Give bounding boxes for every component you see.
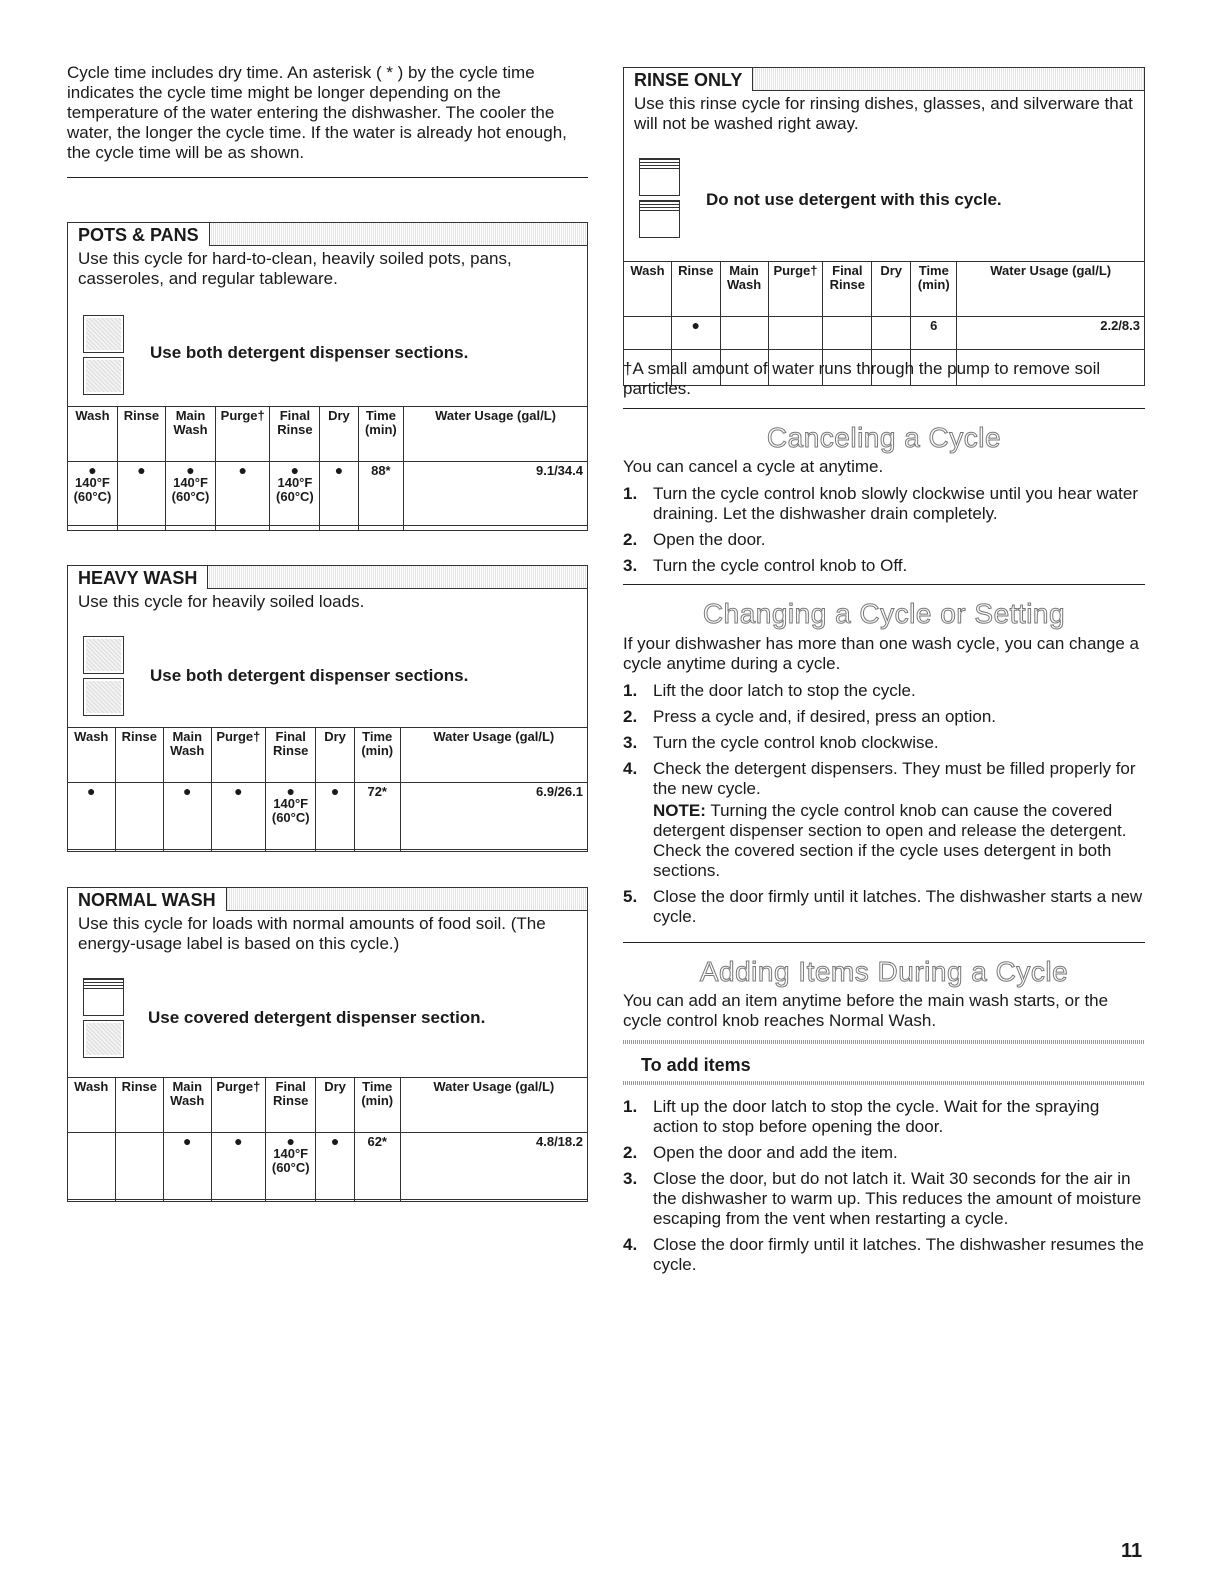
col-header: Wash xyxy=(68,728,116,783)
dot: ● xyxy=(88,462,97,478)
col-header: Water Usage (gal/L) xyxy=(957,262,1145,317)
canceling-intro: You can cancel a cycle at anytime. xyxy=(623,457,884,476)
cycle-header xyxy=(68,223,587,246)
col-header: Dry xyxy=(316,728,355,783)
dot: ● xyxy=(183,783,192,799)
divider xyxy=(623,584,1145,585)
cell-time: 72* xyxy=(354,783,400,852)
cycle-normal-wash xyxy=(67,887,588,1200)
col-header: Main Wash xyxy=(166,407,216,462)
cell-wash xyxy=(68,783,116,852)
col-header: Water Usage (gal/L) xyxy=(404,407,588,462)
list-item: 3. Turn the cycle control knob clockwise. xyxy=(623,733,939,752)
purge-footnote: †A small amount of water runs through the pump to remove soil particles. xyxy=(623,359,1101,398)
cycle-description: Use this cycle for hard-to-clean, heavily soiled pots, pans, casseroles, and regular tableware. xyxy=(78,249,512,288)
dispenser-instruction: Use both detergent dispenser sections. xyxy=(150,666,469,685)
col-header: Final Rinse xyxy=(823,262,872,317)
dot: ● xyxy=(87,783,96,799)
col-header: Water Usage (gal/L) xyxy=(400,728,587,783)
dot: ● xyxy=(234,783,243,799)
list-item: 1. Lift up the door latch to stop the cycle. Wait for the spraying action to stop before opening the door. xyxy=(623,1097,1100,1136)
cell-purge xyxy=(211,783,266,852)
col-header: Purge† xyxy=(211,728,266,783)
cell-purge xyxy=(211,1133,266,1202)
cycle-heavy-wash xyxy=(67,565,588,850)
cell-purge xyxy=(215,462,270,531)
temp: 140°F (60°C) xyxy=(171,475,210,504)
note: NOTE: Turning the cycle control knob can cause the covered detergent dispenser section to open and release the detergent. Check the covered section if the cycle uses detergent in both sections. xyxy=(653,801,1127,880)
divider xyxy=(623,1040,1145,1044)
cycle-title: NORMAL WASH xyxy=(67,887,227,911)
col-header: Final Rinse xyxy=(266,1078,316,1133)
cell-rinse xyxy=(115,1133,163,1202)
list-item: 2. Open the door and add the item. xyxy=(623,1143,898,1162)
dot: ● xyxy=(238,462,247,478)
list-item: 2. Press a cycle and, if desired, press an option. xyxy=(623,707,997,726)
cycle-title: HEAVY WASH xyxy=(67,565,208,589)
list-item: 3. Close the door, but do not latch it. Wait 30 seconds for the air in the dishwasher to warm up. This reduces the amount of moisture escaping from the vent when restarting a cycle. xyxy=(623,1169,1142,1228)
cell-time: 6 xyxy=(911,317,957,386)
col-header: Dry xyxy=(320,407,358,462)
cell-time: 62* xyxy=(354,1133,400,1202)
col-header: Purge† xyxy=(768,262,823,317)
col-header: Dry xyxy=(316,1078,355,1133)
list-item: 3. Turn the cycle control knob to Off. xyxy=(623,556,908,575)
temp: 140°F (60°C) xyxy=(73,475,112,504)
list-item: 4. Check the detergent dispensers. They must be filled properly for the new cycle. NOTE: Turning the cycle control knob can cause the covered detergent dispenser section to open and release the detergent. Check the covered section if the cycle uses detergent in both sections. xyxy=(623,759,1145,881)
section-heading-changing: Changing a Cycle or Setting xyxy=(702,598,1066,629)
dot: ● xyxy=(330,783,340,799)
cycle-description: Use this cycle for heavily soiled loads. xyxy=(78,592,365,611)
cell-time: 88* xyxy=(358,462,404,531)
col-header: Rinse xyxy=(117,407,165,462)
cell-water: 9.1/34.4 xyxy=(404,462,588,531)
cell-water: 6.9/26.1 xyxy=(400,783,587,852)
temp: 140°F (60°C) xyxy=(271,796,310,825)
cycle-header xyxy=(68,888,587,911)
divider xyxy=(623,942,1145,943)
cell-final-rinse xyxy=(270,462,320,531)
cell-main-wash xyxy=(163,1133,211,1202)
cell-main-wash xyxy=(166,462,216,531)
cell-water: 4.8/18.2 xyxy=(400,1133,587,1202)
dot: ● xyxy=(286,783,295,799)
col-header: Time (min) xyxy=(911,262,957,317)
list-item: 5. Close the door firmly until it latches. The dishwasher starts a new cycle. xyxy=(623,887,1143,926)
col-header: Wash xyxy=(68,1078,116,1133)
list-item: 1. Lift the door latch to stop the cycle. xyxy=(623,681,916,700)
subheading: To add items xyxy=(641,1055,751,1075)
cell-final-rinse xyxy=(266,1133,316,1202)
cycle-description: Use this cycle for loads with normal amounts of food soil. (The energy-usage label is based on this cycle.) xyxy=(78,914,546,953)
list-item: 4. Close the door firmly until it latches. The dishwasher resumes the cycle. xyxy=(623,1235,1145,1274)
col-header: Main Wash xyxy=(163,728,211,783)
cycle-header xyxy=(68,566,587,589)
cycle-table xyxy=(67,1077,588,1202)
page-number: 11 xyxy=(1121,1540,1143,1562)
dot: ● xyxy=(334,462,344,478)
col-header: Water Usage (gal/L) xyxy=(400,1078,587,1133)
dot: ● xyxy=(691,317,700,333)
cell-water: 2.2/8.3 xyxy=(957,317,1145,386)
dispenser-icon xyxy=(639,158,680,242)
col-header: Purge† xyxy=(211,1078,266,1133)
section-heading-adding: Adding Items During a Cycle xyxy=(699,956,1069,987)
adding-intro: You can add an item anytime before the main wash starts, or the cycle control knob reaches Normal Wash. xyxy=(623,991,1109,1030)
col-header: Dry xyxy=(872,262,911,317)
temp: 140°F (60°C) xyxy=(276,475,314,504)
dot: ● xyxy=(186,462,195,478)
dot: ● xyxy=(330,1133,340,1149)
cycle-time-intro: Cycle time includes dry time. An asterisk ( * ) by the cycle time indicates the cycle time might be longer depending on the temperature of the water entering the dishwasher. The cooler the water, the longer the cycle time. If the water is already hot enough, the cycle time will be as shown. xyxy=(67,63,567,162)
cell-dry xyxy=(316,1133,355,1202)
col-header: Main Wash xyxy=(163,1078,211,1133)
cell-dry xyxy=(316,783,355,852)
dispenser-instruction: Use covered detergent dispenser section. xyxy=(148,1008,486,1027)
cell-main-wash xyxy=(163,783,211,852)
dispenser-instruction: Do not use detergent with this cycle. xyxy=(706,190,1002,209)
cycle-pots-pans xyxy=(67,222,588,526)
cycle-rinse-only xyxy=(623,67,1145,350)
cell-rinse xyxy=(117,462,165,531)
list-item: 2. Open the door. xyxy=(623,530,766,549)
col-header: Time (min) xyxy=(354,728,400,783)
cycle-title: POTS & PANS xyxy=(67,222,210,246)
dot: ● xyxy=(234,1133,243,1149)
col-header: Rinse xyxy=(115,1078,163,1133)
temp: 140°F (60°C) xyxy=(271,1146,310,1175)
canceling-steps xyxy=(623,484,1145,576)
cycle-table xyxy=(67,727,588,852)
cycle-description: Use this rinse cycle for rinsing dishes, glasses, and silverware that will not be washed right away. xyxy=(634,94,1133,133)
cell-dry xyxy=(320,462,358,531)
dispenser-icon xyxy=(83,315,124,399)
col-header: Rinse xyxy=(671,262,720,317)
section-heading-canceling: Canceling a Cycle xyxy=(766,422,1002,453)
changing-intro: If your dishwasher has more than one wash cycle, you can change a cycle anytime during a cycle. xyxy=(623,634,1139,673)
list-item: 1. Turn the cycle control knob slowly clockwise until you hear water draining. Let the dishwasher drain completely. xyxy=(623,484,1139,523)
dispenser-icon xyxy=(83,636,124,720)
dispenser-instruction: Use both detergent dispenser sections. xyxy=(150,343,469,362)
divider xyxy=(623,408,1145,409)
col-header: Wash xyxy=(68,407,118,462)
dot: ● xyxy=(290,462,300,478)
divider xyxy=(623,1081,1145,1085)
dot: ● xyxy=(286,1133,295,1149)
col-header: Rinse xyxy=(115,728,163,783)
cell-wash xyxy=(68,462,118,531)
col-header: Main Wash xyxy=(720,262,768,317)
col-header: Time (min) xyxy=(358,407,404,462)
col-header: Purge† xyxy=(215,407,270,462)
cell-wash xyxy=(68,1133,116,1202)
col-header: Final Rinse xyxy=(270,407,320,462)
dot: ● xyxy=(183,1133,192,1149)
col-header: Final Rinse xyxy=(266,728,316,783)
col-header: Wash xyxy=(624,262,672,317)
cell-rinse xyxy=(115,783,163,852)
cycle-table xyxy=(67,406,588,531)
col-header: Time (min) xyxy=(354,1078,400,1133)
cell-final-rinse xyxy=(266,783,316,852)
dispenser-icon xyxy=(83,978,124,1062)
dot: ● xyxy=(137,462,146,478)
changing-steps xyxy=(623,681,1145,927)
adding-steps xyxy=(623,1097,1145,1275)
divider xyxy=(67,177,588,178)
cycle-title: RINSE ONLY xyxy=(623,67,753,91)
cycle-header xyxy=(624,68,1144,91)
